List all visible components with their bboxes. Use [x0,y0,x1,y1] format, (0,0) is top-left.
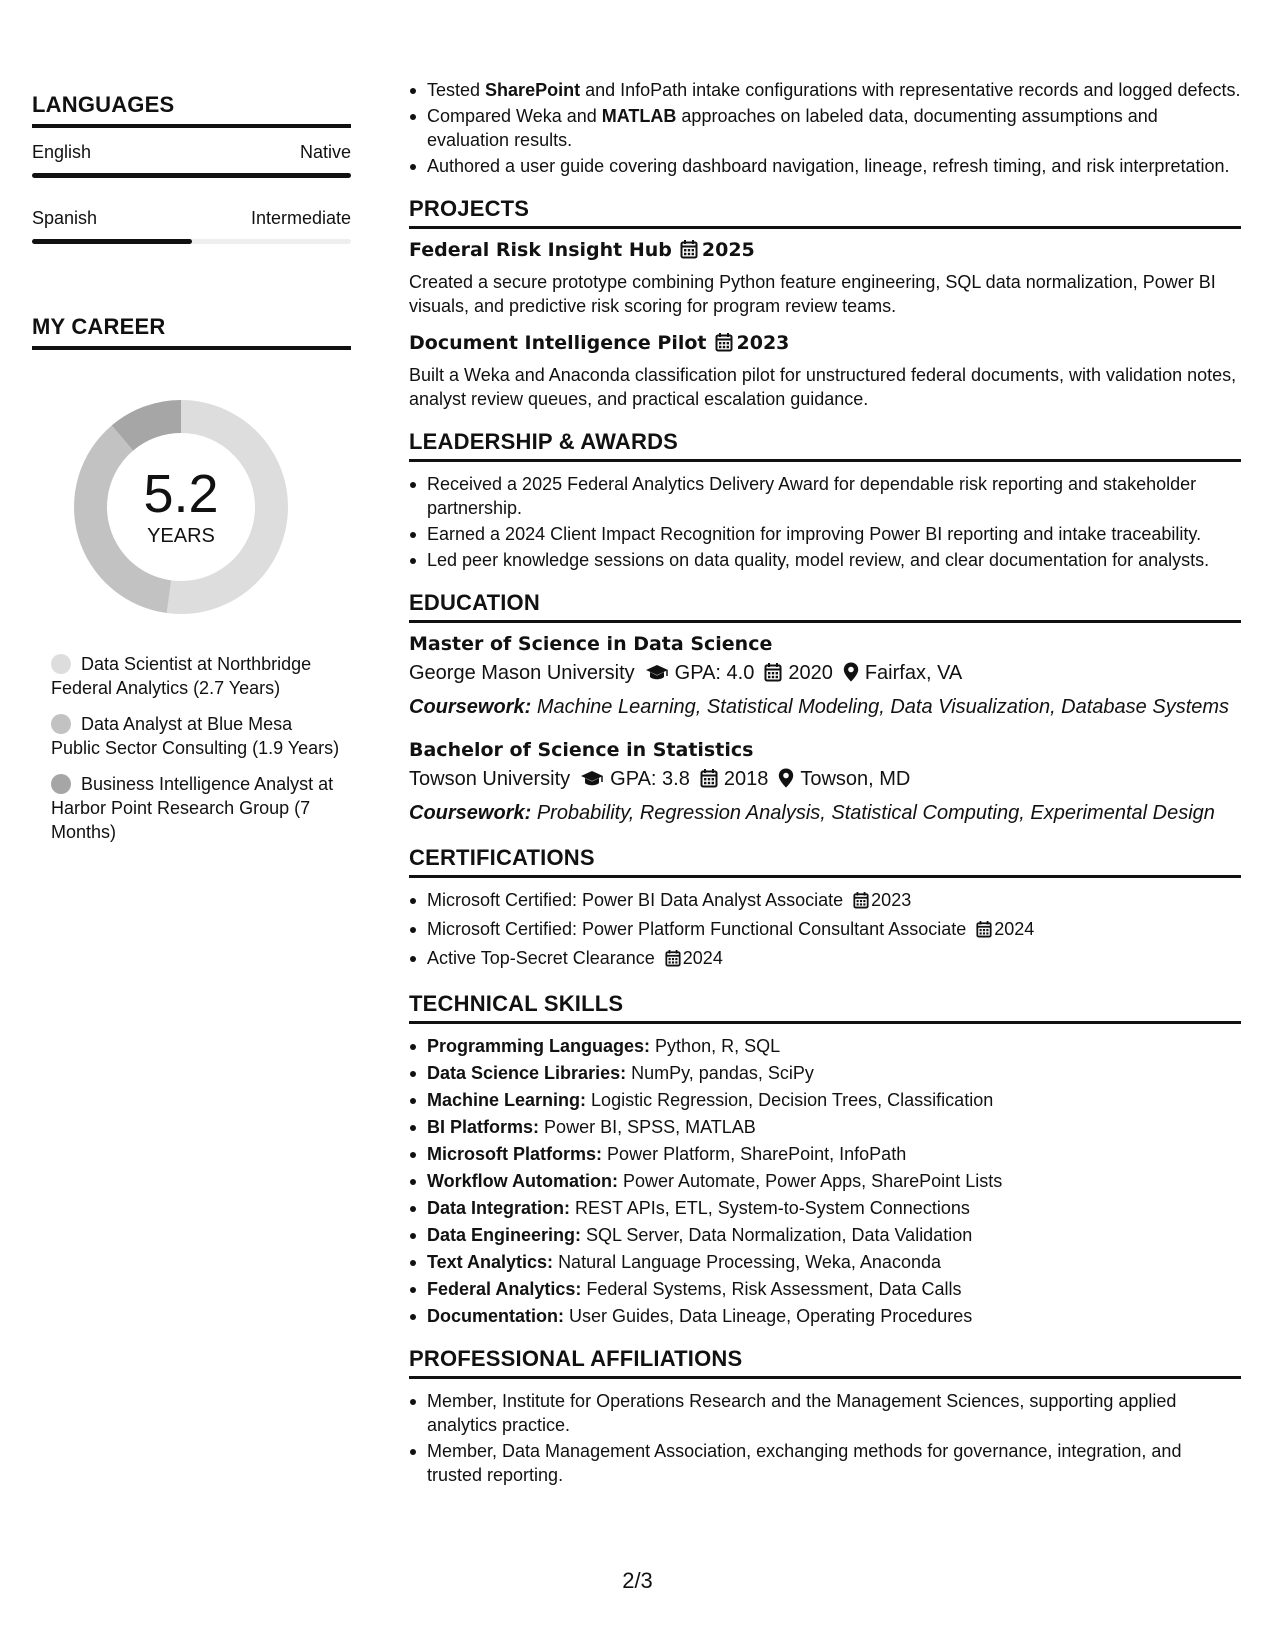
graduation-cap-icon [645,662,669,690]
experience-bullet: Compared Weka and MATLAB approaches on labeled data, documenting assumptions and evaluation results. [409,104,1241,152]
school-name: Towson University [409,768,571,790]
graduation-year: 2018 [723,768,769,790]
project-title: Document Intelligence Pilot [409,332,707,354]
leadership-item: Earned a 2024 Client Impact Recognition for improving Power BI reporting and intake traceability. [409,522,1241,546]
language-item [32,142,351,178]
language-proficiency-bar [32,239,351,244]
projects-section [409,196,1241,411]
graduation-year: 2020 [788,662,833,684]
career-legend [32,652,351,844]
legend-label: Data Scientist at Northbridge Federal Analytics (2.7 Years) [51,654,312,698]
projects-heading: PROJECTS [409,196,1241,229]
education-heading: EDUCATION [409,590,1241,623]
calendar-icon [853,891,869,915]
leadership-item: Received a 2025 Federal Analytics Delivery Award for dependable risk reporting and stakeholder partnership. [409,472,1241,520]
career-section [32,314,351,844]
experience-bullet: Authored a user guide covering dashboard navigation, lineage, refresh timing, and risk interpretation. [409,154,1241,178]
certifications-heading: CERTIFICATIONS [409,845,1241,878]
leadership-item: Led peer knowledge sessions on data quality, model review, and clear documentation for analysts. [409,548,1241,572]
leadership-heading: LEADERSHIP & AWARDS [409,429,1241,462]
calendar-icon [764,662,782,690]
calendar-icon [665,949,681,973]
skill-item: Workflow Automation: Power Automate, Power Apps, SharePoint Lists [409,1169,1241,1193]
legend-swatch [51,714,71,734]
degree-title: Bachelor of Science in Statistics [409,739,754,761]
leadership-section [409,429,1241,572]
project-title: Federal Risk Insight Hub [409,239,672,261]
page-number: 2/3 [622,1568,653,1593]
career-heading: MY CAREER [32,314,351,350]
affiliation-item: Member, Data Management Association, exchanging methods for governance, integration, and trusted reporting. [409,1439,1241,1487]
affiliation-item: Member, Institute for Operations Research and the Management Sciences, supporting applied analytics practice. [409,1389,1241,1437]
skills-section [409,991,1241,1328]
gpa: GPA: 3.8 [610,768,690,790]
school-name: George Mason University [409,662,635,684]
skill-item: Programming Languages: Python, R, SQL [409,1034,1241,1058]
skill-item: Microsoft Platforms: Power Platform, SharePoint, InfoPath [409,1142,1241,1166]
experience-bullet: Tested SharePoint and InfoPath intake configurations with representative records and logged defects. [409,78,1241,102]
education-section [409,590,1241,827]
languages-heading: LANGUAGES [32,92,351,128]
map-pin-icon [778,768,794,796]
certification-item: Microsoft Certified: Power Platform Functional Consultant Associate 2024 [409,917,1241,944]
calendar-icon [976,920,992,944]
language-proficiency-fill [32,173,351,178]
skill-item: Data Science Libraries: NumPy, pandas, SciPy [409,1061,1241,1085]
calendar-icon [715,332,733,357]
right-column [409,78,1241,1489]
certification-item: Microsoft Certified: Power BI Data Analyst Associate 2023 [409,888,1241,915]
language-name: English [32,142,92,162]
skill-item: Documentation: User Guides, Data Lineage, Operating Procedures [409,1304,1241,1328]
language-proficiency-fill [32,239,192,244]
degree-title: Master of Science in Data Science [409,633,773,655]
coursework: Coursework: Probability, Regression Analysis, Statistical Computing, Experimental Design [409,802,1215,824]
skill-item: BI Platforms: Power BI, SPSS, MATLAB [409,1115,1241,1139]
project-description: Created a secure prototype combining Python feature engineering, SQL data normalization, Power BI visuals, and predictive risk scoring for program review teams. [409,272,1216,316]
project-year: 2023 [736,332,790,354]
legend-label: Business Intelligence Analyst at Harbor Point Research Group (7 Months) [51,774,334,842]
career-total-unit: YEARS [147,525,215,547]
language-item [32,208,351,244]
skill-item: Data Integration: REST APIs, ETL, System-to-System Connections [409,1196,1241,1220]
career-total-value: 5.2 [143,464,219,524]
career-legend-item [51,652,341,700]
language-level: Intermediate [250,208,351,228]
left-column [32,92,351,856]
language-proficiency-bar [32,173,351,178]
skill-item: Machine Learning: Logistic Regression, Decision Trees, Classification [409,1088,1241,1112]
career-legend-item [51,712,341,760]
certifications-section [409,845,1241,973]
calendar-icon [680,239,698,264]
affiliations-section [409,1346,1241,1487]
graduation-cap-icon [580,768,604,796]
gpa: GPA: 4.0 [674,662,755,684]
career-legend-item [51,772,341,844]
school-location: Fairfax, VA [864,662,963,684]
legend-swatch [51,654,71,674]
project-year: 2025 [701,239,755,261]
skill-item: Federal Analytics: Federal Systems, Risk Assessment, Data Calls [409,1277,1241,1301]
affiliations-heading: PROFESSIONAL AFFILIATIONS [409,1346,1241,1379]
skill-item: Data Engineering: SQL Server, Data Normalization, Data Validation [409,1223,1241,1247]
project-description: Built a Weka and Anaconda classification pilot for unstructured federal documents, with validation notes, analyst review queues, and practical escalation guidance. [409,365,1237,409]
experience-bullets [409,78,1241,178]
legend-swatch [51,774,71,794]
project-item [409,332,1241,411]
education-item [409,633,1241,721]
education-item [409,739,1241,827]
calendar-icon [700,768,718,796]
coursework: Coursework: Machine Learning, Statistical Modeling, Data Visualization, Database Systems [409,696,1230,718]
certification-item: Active Top-Secret Clearance 2024 [409,946,1241,973]
skill-item: Text Analytics: Natural Language Processing, Weka, Anaconda [409,1250,1241,1274]
career-donut-chart [66,392,296,622]
legend-label: Data Analyst at Blue Mesa Public Sector Consulting (1.9 Years) [51,714,340,758]
language-level: Native [299,142,351,162]
school-location: Towson, MD [800,768,911,790]
project-item [409,239,1241,318]
language-name: Spanish [32,208,98,228]
skills-heading: TECHNICAL SKILLS [409,991,1241,1024]
map-pin-icon [843,662,859,690]
languages-section [32,92,351,244]
